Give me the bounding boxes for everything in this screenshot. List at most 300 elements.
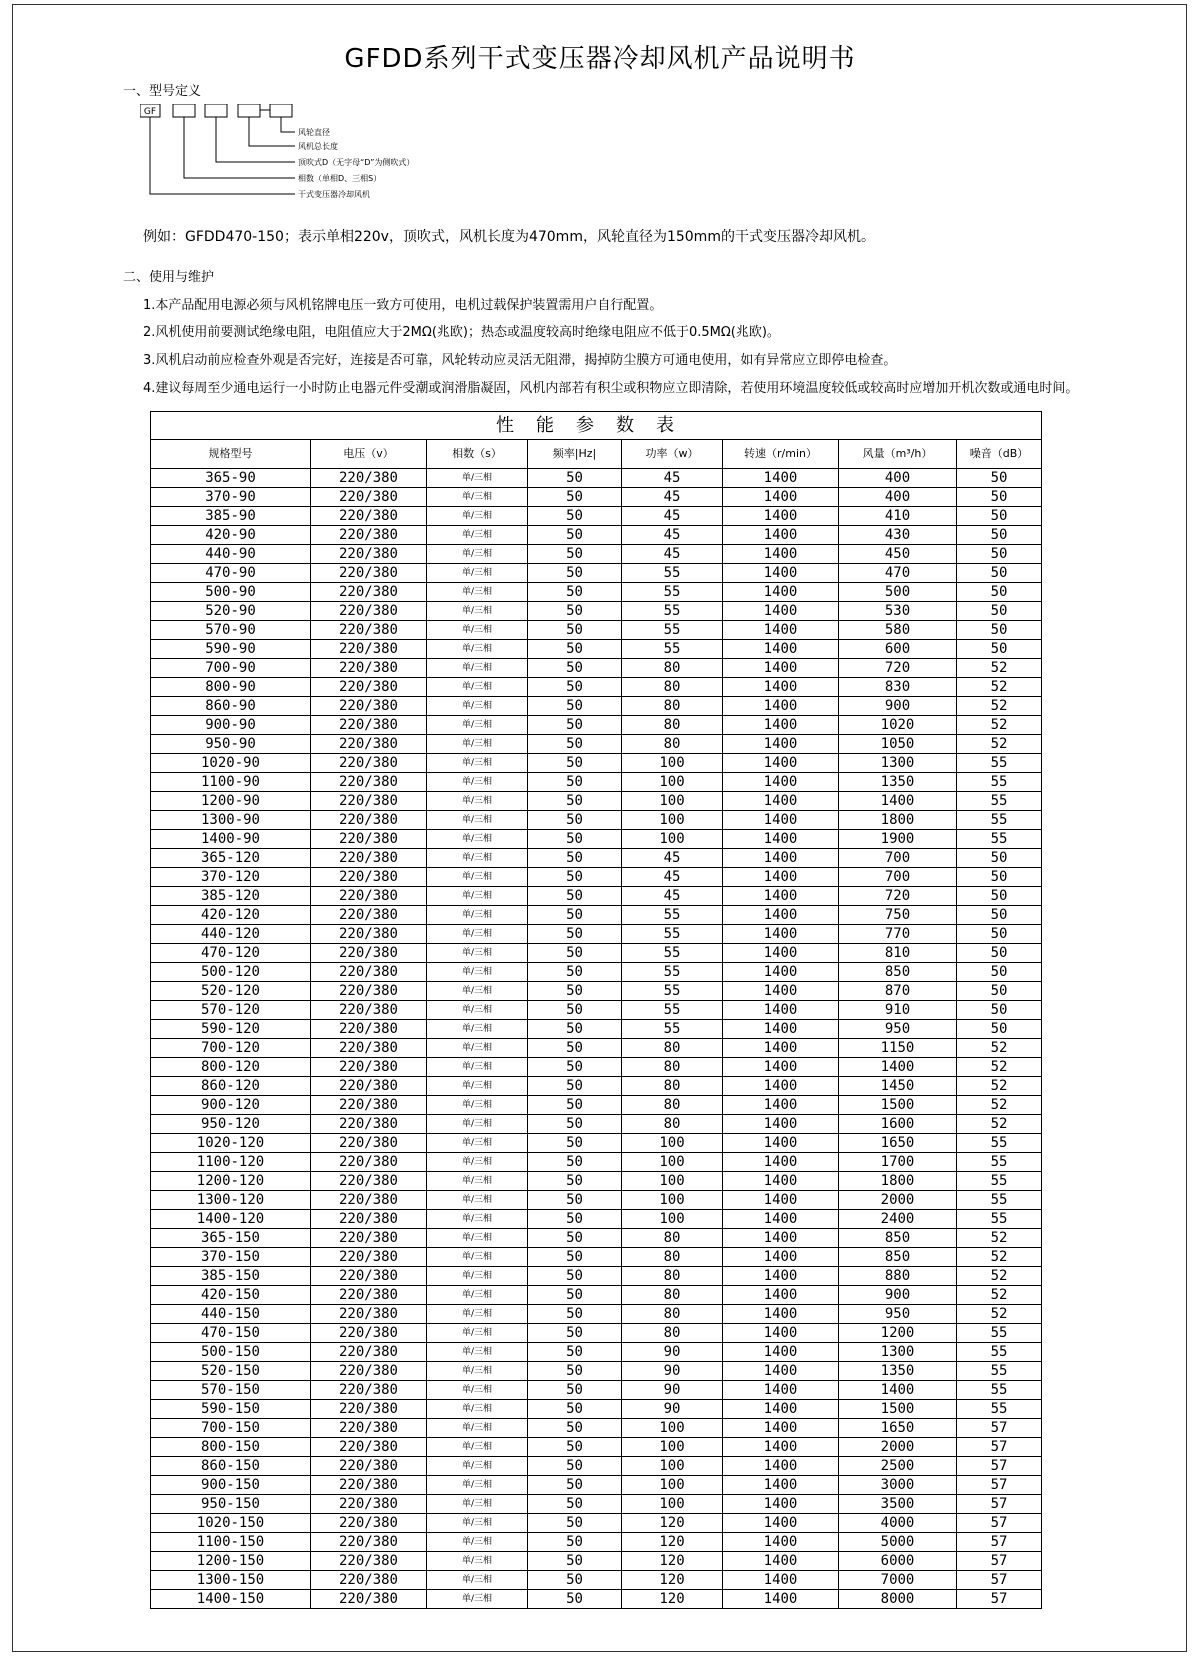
- cell-voltage: 220/380: [311, 1172, 427, 1191]
- cell-power: 55: [622, 640, 723, 659]
- cell-phase: 单/三相: [427, 507, 528, 526]
- cell-noise: 50: [957, 564, 1042, 583]
- cell-speed: 1400: [723, 1248, 839, 1267]
- table-row: [151, 1039, 1042, 1058]
- cell-voltage: 220/380: [311, 678, 427, 697]
- table-row: [151, 849, 1042, 868]
- note-4: 4.建议每周至少通电运行一小时防止电器元件受潮或润滑脂凝固，风机内部若有积尘或积物应立即清除，若使用环境温度较低或较高时应增加开机次数或通电时间。: [143, 381, 1079, 396]
- cell-power: 80: [622, 1324, 723, 1343]
- code-box-diameter: [270, 104, 292, 117]
- cell-frequency: 50: [528, 678, 622, 697]
- cell-power: 55: [622, 564, 723, 583]
- cell-model: 385-120: [151, 887, 311, 906]
- cell-speed: 1400: [723, 1419, 839, 1438]
- cell-phase: 单/三相: [427, 925, 528, 944]
- cell-phase: 单/三相: [427, 811, 528, 830]
- cell-power: 120: [622, 1571, 723, 1590]
- cell-voltage: 220/380: [311, 1324, 427, 1343]
- legend-phase: 相数（单相D、三相S）: [298, 174, 382, 183]
- cell-power: 55: [622, 944, 723, 963]
- cell-voltage: 220/380: [311, 1001, 427, 1020]
- cell-voltage: 220/380: [311, 507, 427, 526]
- cell-airflow: 1150: [839, 1039, 957, 1058]
- cell-noise: 57: [957, 1495, 1042, 1514]
- cell-noise: 55: [957, 1362, 1042, 1381]
- cell-frequency: 50: [528, 1115, 622, 1134]
- cell-model: 385-150: [151, 1267, 311, 1286]
- cell-airflow: 1050: [839, 735, 957, 754]
- cell-airflow: 880: [839, 1267, 957, 1286]
- cell-power: 55: [622, 602, 723, 621]
- cell-power: 100: [622, 1457, 723, 1476]
- table-row: [151, 830, 1042, 849]
- table-row: [151, 1324, 1042, 1343]
- cell-airflow: 600: [839, 640, 957, 659]
- cell-power: 55: [622, 583, 723, 602]
- cell-noise: 50: [957, 868, 1042, 887]
- cell-speed: 1400: [723, 1020, 839, 1039]
- cell-power: 80: [622, 1039, 723, 1058]
- legend-length: 风机总长度: [298, 142, 338, 151]
- cell-airflow: 2500: [839, 1457, 957, 1476]
- cell-voltage: 220/380: [311, 1039, 427, 1058]
- cell-frequency: 50: [528, 792, 622, 811]
- table-row: [151, 792, 1042, 811]
- cell-noise: 50: [957, 602, 1042, 621]
- cell-voltage: 220/380: [311, 1115, 427, 1134]
- cell-airflow: 530: [839, 602, 957, 621]
- cell-phase: 单/三相: [427, 735, 528, 754]
- cell-model: 365-90: [151, 469, 311, 488]
- table-row: [151, 621, 1042, 640]
- table-row: [151, 602, 1042, 621]
- cell-voltage: 220/380: [311, 849, 427, 868]
- cell-frequency: 50: [528, 583, 622, 602]
- cell-power: 120: [622, 1590, 723, 1609]
- cell-frequency: 50: [528, 1419, 622, 1438]
- cell-airflow: 850: [839, 1248, 957, 1267]
- cell-speed: 1400: [723, 1115, 839, 1134]
- legend-product: 干式变压器冷却风机: [298, 190, 370, 199]
- cell-frequency: 50: [528, 697, 622, 716]
- cell-frequency: 50: [528, 1495, 622, 1514]
- table-row: [151, 526, 1042, 545]
- cell-frequency: 50: [528, 754, 622, 773]
- col-phase: 相数（s）: [427, 440, 528, 469]
- cell-power: 55: [622, 963, 723, 982]
- cell-noise: 57: [957, 1552, 1042, 1571]
- cell-airflow: 2400: [839, 1210, 957, 1229]
- cell-speed: 1400: [723, 1058, 839, 1077]
- cell-phase: 单/三相: [427, 1172, 528, 1191]
- cell-power: 45: [622, 507, 723, 526]
- cell-speed: 1400: [723, 678, 839, 697]
- table-row: [151, 697, 1042, 716]
- cell-phase: 单/三相: [427, 1571, 528, 1590]
- cell-frequency: 50: [528, 1438, 622, 1457]
- cell-speed: 1400: [723, 906, 839, 925]
- cell-airflow: 2000: [839, 1438, 957, 1457]
- table-row: [151, 773, 1042, 792]
- cell-phase: 单/三相: [427, 678, 528, 697]
- cell-frequency: 50: [528, 982, 622, 1001]
- cell-power: 45: [622, 868, 723, 887]
- cell-speed: 1400: [723, 925, 839, 944]
- cell-noise: 57: [957, 1438, 1042, 1457]
- cell-noise: 50: [957, 640, 1042, 659]
- cell-airflow: 830: [839, 678, 957, 697]
- cell-noise: 55: [957, 1172, 1042, 1191]
- section1-heading: 一、型号定义: [123, 84, 202, 99]
- cell-airflow: 850: [839, 1229, 957, 1248]
- cell-phase: 单/三相: [427, 868, 528, 887]
- cell-power: 100: [622, 1153, 723, 1172]
- cell-noise: 57: [957, 1419, 1042, 1438]
- cell-phase: 单/三相: [427, 1419, 528, 1438]
- cell-frequency: 50: [528, 944, 622, 963]
- cell-phase: 单/三相: [427, 1324, 528, 1343]
- cell-phase: 单/三相: [427, 1533, 528, 1552]
- cell-voltage: 220/380: [311, 1400, 427, 1419]
- cell-power: 80: [622, 1305, 723, 1324]
- cell-frequency: 50: [528, 1590, 622, 1609]
- cell-power: 120: [622, 1514, 723, 1533]
- cell-power: 100: [622, 754, 723, 773]
- cell-noise: 57: [957, 1590, 1042, 1609]
- cell-model: 570-150: [151, 1381, 311, 1400]
- cell-speed: 1400: [723, 944, 839, 963]
- cell-noise: 50: [957, 583, 1042, 602]
- cell-airflow: 1350: [839, 773, 957, 792]
- table-row: [151, 1115, 1042, 1134]
- cell-model: 520-90: [151, 602, 311, 621]
- cell-frequency: 50: [528, 1020, 622, 1039]
- cell-airflow: 1400: [839, 792, 957, 811]
- cell-airflow: 700: [839, 868, 957, 887]
- cell-airflow: 700: [839, 849, 957, 868]
- cell-speed: 1400: [723, 1343, 839, 1362]
- cell-airflow: 1450: [839, 1077, 957, 1096]
- cell-airflow: 1020: [839, 716, 957, 735]
- cell-voltage: 220/380: [311, 1153, 427, 1172]
- cell-phase: 单/三相: [427, 1514, 528, 1533]
- cell-speed: 1400: [723, 1191, 839, 1210]
- cell-frequency: 50: [528, 716, 622, 735]
- cell-power: 45: [622, 849, 723, 868]
- cell-voltage: 220/380: [311, 925, 427, 944]
- cell-model: 590-90: [151, 640, 311, 659]
- table-row: [151, 469, 1042, 488]
- note-3: 3.风机启动前应检查外观是否完好，连接是否可靠，风轮转动应灵活无阻滞，揭掉防尘膜方可通电使用，如有异常应立即停电检查。: [143, 353, 897, 368]
- cell-airflow: 3000: [839, 1476, 957, 1495]
- cell-speed: 1400: [723, 640, 839, 659]
- cell-phase: 单/三相: [427, 1039, 528, 1058]
- cell-noise: 50: [957, 982, 1042, 1001]
- cell-speed: 1400: [723, 1286, 839, 1305]
- cell-noise: 50: [957, 906, 1042, 925]
- cell-model: 860-90: [151, 697, 311, 716]
- cell-noise: 52: [957, 1248, 1042, 1267]
- cell-speed: 1400: [723, 1533, 839, 1552]
- table-row: [151, 811, 1042, 830]
- cell-frequency: 50: [528, 1058, 622, 1077]
- cell-speed: 1400: [723, 1476, 839, 1495]
- table-row: [151, 488, 1042, 507]
- cell-frequency: 50: [528, 1286, 622, 1305]
- cell-model: 700-90: [151, 659, 311, 678]
- table-row: [151, 678, 1042, 697]
- cell-voltage: 220/380: [311, 1419, 427, 1438]
- cell-airflow: 870: [839, 982, 957, 1001]
- cell-power: 100: [622, 1172, 723, 1191]
- cell-noise: 50: [957, 621, 1042, 640]
- cell-power: 55: [622, 906, 723, 925]
- cell-airflow: 1800: [839, 811, 957, 830]
- cell-voltage: 220/380: [311, 887, 427, 906]
- cell-speed: 1400: [723, 1153, 839, 1172]
- cell-airflow: 1650: [839, 1134, 957, 1153]
- cell-speed: 1400: [723, 830, 839, 849]
- cell-phase: 单/三相: [427, 1229, 528, 1248]
- cell-model: 470-150: [151, 1324, 311, 1343]
- cell-noise: 55: [957, 1134, 1042, 1153]
- cell-phase: 单/三相: [427, 697, 528, 716]
- table-row: [151, 1362, 1042, 1381]
- cell-voltage: 220/380: [311, 602, 427, 621]
- cell-power: 45: [622, 526, 723, 545]
- cell-frequency: 50: [528, 1248, 622, 1267]
- cell-model: 385-90: [151, 507, 311, 526]
- model-code-diagram: [140, 104, 460, 219]
- cell-airflow: 720: [839, 887, 957, 906]
- table-row: [151, 1476, 1042, 1495]
- cell-noise: 52: [957, 1115, 1042, 1134]
- cell-noise: 55: [957, 1324, 1042, 1343]
- cell-model: 440-150: [151, 1305, 311, 1324]
- cell-phase: 单/三相: [427, 640, 528, 659]
- cell-power: 100: [622, 830, 723, 849]
- cell-power: 45: [622, 545, 723, 564]
- legend-diameter: 风轮直径: [298, 128, 330, 137]
- cell-power: 100: [622, 1438, 723, 1457]
- cell-noise: 55: [957, 1381, 1042, 1400]
- cell-voltage: 220/380: [311, 1286, 427, 1305]
- cell-noise: 55: [957, 1191, 1042, 1210]
- cell-noise: 55: [957, 811, 1042, 830]
- table-row: [151, 1400, 1042, 1419]
- cell-airflow: 1500: [839, 1096, 957, 1115]
- cell-phase: 单/三相: [427, 963, 528, 982]
- cell-voltage: 220/380: [311, 963, 427, 982]
- cell-airflow: 3500: [839, 1495, 957, 1514]
- cell-speed: 1400: [723, 1381, 839, 1400]
- cell-airflow: 400: [839, 488, 957, 507]
- cell-phase: 单/三相: [427, 621, 528, 640]
- cell-frequency: 50: [528, 1305, 622, 1324]
- cell-model: 440-120: [151, 925, 311, 944]
- cell-frequency: 50: [528, 1077, 622, 1096]
- cell-model: 470-120: [151, 944, 311, 963]
- cell-voltage: 220/380: [311, 1438, 427, 1457]
- cell-phase: 单/三相: [427, 1400, 528, 1419]
- cell-frequency: 50: [528, 1476, 622, 1495]
- cell-frequency: 50: [528, 1172, 622, 1191]
- cell-power: 80: [622, 697, 723, 716]
- cell-power: 55: [622, 621, 723, 640]
- cell-power: 80: [622, 1115, 723, 1134]
- cell-frequency: 50: [528, 602, 622, 621]
- cell-power: 55: [622, 982, 723, 1001]
- cell-noise: 52: [957, 1286, 1042, 1305]
- cell-voltage: 220/380: [311, 583, 427, 602]
- table-row: [151, 1533, 1042, 1552]
- table-row: [151, 564, 1042, 583]
- cell-phase: 单/三相: [427, 1438, 528, 1457]
- cell-speed: 1400: [723, 1077, 839, 1096]
- cell-power: 100: [622, 773, 723, 792]
- cell-speed: 1400: [723, 1362, 839, 1381]
- table-row: [151, 1248, 1042, 1267]
- cell-frequency: 50: [528, 1400, 622, 1419]
- cell-noise: 52: [957, 1096, 1042, 1115]
- cell-noise: 50: [957, 887, 1042, 906]
- table-row: [151, 906, 1042, 925]
- cell-airflow: 1600: [839, 1115, 957, 1134]
- cell-power: 80: [622, 1058, 723, 1077]
- cell-model: 1400-150: [151, 1590, 311, 1609]
- cell-voltage: 220/380: [311, 754, 427, 773]
- cell-phase: 单/三相: [427, 469, 528, 488]
- cell-model: 1300-150: [151, 1571, 311, 1590]
- cell-speed: 1400: [723, 811, 839, 830]
- cell-airflow: 6000: [839, 1552, 957, 1571]
- cell-model: 800-90: [151, 678, 311, 697]
- document-title: GFDD系列干式变压器冷却风机产品说明书: [344, 44, 856, 74]
- table-row: [151, 1058, 1042, 1077]
- section2-heading: 二、使用与维护: [123, 270, 215, 285]
- cell-model: 1100-150: [151, 1533, 311, 1552]
- cell-speed: 1400: [723, 1438, 839, 1457]
- cell-voltage: 220/380: [311, 659, 427, 678]
- table-caption: 性能参数表: [151, 412, 1042, 440]
- cell-power: 100: [622, 1419, 723, 1438]
- col-power: 功率（w）: [622, 440, 723, 469]
- table-row: [151, 1457, 1042, 1476]
- cell-voltage: 220/380: [311, 1514, 427, 1533]
- cell-frequency: 50: [528, 1514, 622, 1533]
- cell-frequency: 50: [528, 963, 622, 982]
- cell-airflow: 1500: [839, 1400, 957, 1419]
- cell-frequency: 50: [528, 1001, 622, 1020]
- cell-power: 100: [622, 1476, 723, 1495]
- cell-model: 370-150: [151, 1248, 311, 1267]
- table-row: [151, 982, 1042, 1001]
- cell-noise: 50: [957, 507, 1042, 526]
- table-row: [151, 735, 1042, 754]
- cell-phase: 单/三相: [427, 1590, 528, 1609]
- cell-noise: 57: [957, 1457, 1042, 1476]
- cell-power: 55: [622, 1001, 723, 1020]
- table-row: [151, 1286, 1042, 1305]
- cell-model: 950-150: [151, 1495, 311, 1514]
- cell-frequency: 50: [528, 1191, 622, 1210]
- cell-speed: 1400: [723, 1267, 839, 1286]
- cell-frequency: 50: [528, 830, 622, 849]
- cell-noise: 52: [957, 716, 1042, 735]
- cell-frequency: 50: [528, 906, 622, 925]
- cell-phase: 单/三相: [427, 1343, 528, 1362]
- cell-power: 80: [622, 1096, 723, 1115]
- cell-speed: 1400: [723, 659, 839, 678]
- cell-model: 520-120: [151, 982, 311, 1001]
- cell-voltage: 220/380: [311, 1248, 427, 1267]
- cell-phase: 单/三相: [427, 583, 528, 602]
- cell-model: 570-90: [151, 621, 311, 640]
- cell-frequency: 50: [528, 1533, 622, 1552]
- cell-speed: 1400: [723, 1324, 839, 1343]
- cell-airflow: 2000: [839, 1191, 957, 1210]
- cell-noise: 55: [957, 754, 1042, 773]
- table-row: [151, 925, 1042, 944]
- col-voltage: 电压（v）: [311, 440, 427, 469]
- cell-power: 90: [622, 1343, 723, 1362]
- cell-model: 1300-120: [151, 1191, 311, 1210]
- cell-speed: 1400: [723, 583, 839, 602]
- cell-model: 420-90: [151, 526, 311, 545]
- cell-phase: 单/三相: [427, 944, 528, 963]
- cell-voltage: 220/380: [311, 735, 427, 754]
- cell-model: 950-90: [151, 735, 311, 754]
- cell-voltage: 220/380: [311, 526, 427, 545]
- cell-model: 950-120: [151, 1115, 311, 1134]
- cell-airflow: 1300: [839, 1343, 957, 1362]
- cell-airflow: 1300: [839, 754, 957, 773]
- cell-voltage: 220/380: [311, 1229, 427, 1248]
- cell-power: 100: [622, 792, 723, 811]
- cell-noise: 52: [957, 1305, 1042, 1324]
- cell-power: 45: [622, 887, 723, 906]
- cell-frequency: 50: [528, 1134, 622, 1153]
- cell-noise: 52: [957, 735, 1042, 754]
- table-row: [151, 1020, 1042, 1039]
- cell-phase: 单/三相: [427, 1457, 528, 1476]
- cell-model: 900-90: [151, 716, 311, 735]
- cell-model: 440-90: [151, 545, 311, 564]
- code-box-top: [205, 104, 227, 117]
- cell-speed: 1400: [723, 1400, 839, 1419]
- cell-speed: 1400: [723, 1590, 839, 1609]
- cell-noise: 50: [957, 469, 1042, 488]
- cell-frequency: 50: [528, 659, 622, 678]
- cell-airflow: 810: [839, 944, 957, 963]
- table-row: [151, 887, 1042, 906]
- cell-noise: 50: [957, 925, 1042, 944]
- cell-voltage: 220/380: [311, 830, 427, 849]
- cell-speed: 1400: [723, 526, 839, 545]
- cell-voltage: 220/380: [311, 811, 427, 830]
- table-row: [151, 1267, 1042, 1286]
- cell-speed: 1400: [723, 1457, 839, 1476]
- cell-frequency: 50: [528, 1153, 622, 1172]
- cell-airflow: 910: [839, 1001, 957, 1020]
- table-row: [151, 659, 1042, 678]
- cell-power: 80: [622, 1229, 723, 1248]
- cell-model: 420-120: [151, 906, 311, 925]
- cell-noise: 50: [957, 944, 1042, 963]
- cell-model: 1200-90: [151, 792, 311, 811]
- cell-airflow: 850: [839, 963, 957, 982]
- cell-voltage: 220/380: [311, 1210, 427, 1229]
